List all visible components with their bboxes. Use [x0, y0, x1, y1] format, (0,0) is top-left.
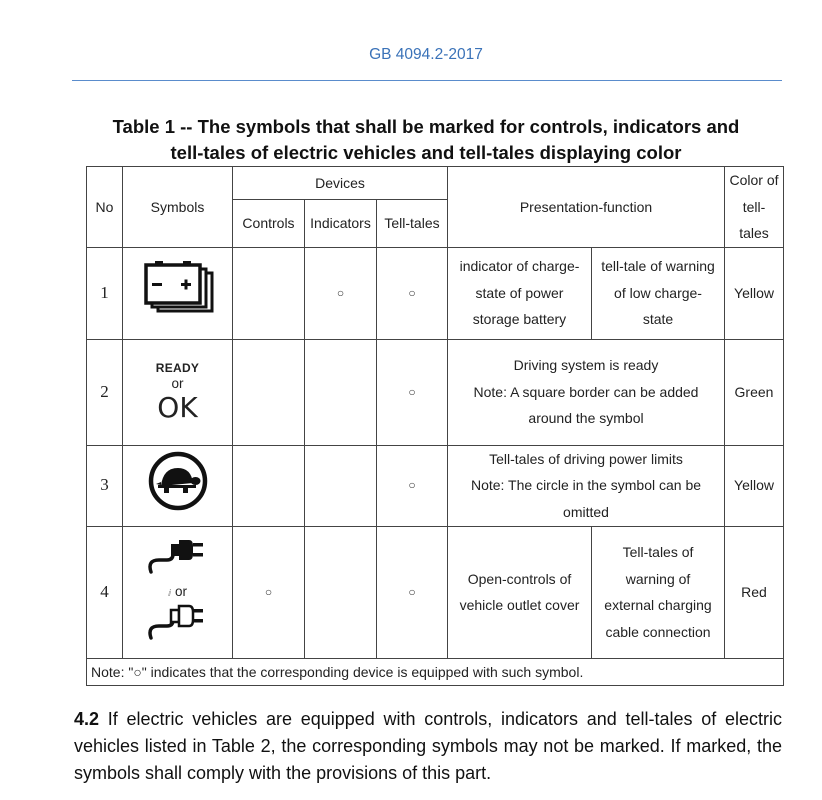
- symbol-cell: [123, 339, 233, 445]
- turtle-in-circle-icon: [147, 450, 209, 521]
- charging-plug-outline-icon: [125, 602, 230, 649]
- table-row: [87, 526, 784, 658]
- symbol-cell: [123, 445, 233, 526]
- indicators-cell: [305, 526, 377, 658]
- row-number: 2: [87, 339, 123, 445]
- presentation-cell: [448, 339, 725, 445]
- row-number: 4: [87, 526, 123, 658]
- telltales-cell: ○: [377, 526, 448, 658]
- header-presentation-function: Presentation-function: [448, 167, 725, 248]
- table-note: Note: "○" indicates that the corresponding device is equipped with such symbol.: [87, 658, 784, 685]
- header-color-line: tales: [739, 225, 769, 241]
- header-no: No: [87, 167, 123, 248]
- presentation-line: Driving system is ready: [513, 357, 659, 374]
- ready-symbol-text: READY: [155, 361, 200, 375]
- header-color-line: tell-: [742, 198, 766, 215]
- header-rule: [72, 80, 782, 81]
- presentation-line: state of power: [475, 284, 564, 301]
- header-telltales: Tell-tales: [377, 199, 448, 247]
- presentation-line: storage battery: [472, 311, 567, 328]
- indicators-cell: ○: [305, 247, 377, 339]
- small-glyph: ⅈ: [168, 587, 172, 598]
- document-header: GB 4094.2-2017: [369, 46, 483, 63]
- indicators-cell: [305, 339, 377, 445]
- table-row: [87, 445, 784, 526]
- controls-cell: [233, 339, 305, 445]
- ok-symbol-text: OK: [157, 391, 198, 424]
- indicators-cell: [305, 445, 377, 526]
- presentation-line: tell-tale of warning: [601, 258, 715, 275]
- color-cell: Yellow: [725, 247, 784, 339]
- presentation-line: external charging: [604, 597, 712, 613]
- symbol-or-line: [125, 583, 230, 602]
- table-row: [87, 339, 784, 445]
- presentation-line: of low charge-: [614, 284, 702, 301]
- presentation-line: state: [642, 311, 674, 328]
- telltales-cell: ○: [377, 445, 448, 526]
- header-indicators: Indicators: [305, 199, 377, 247]
- section-paragraph: [74, 706, 782, 787]
- presentation-line: Note: The circle in the symbol can be: [470, 477, 702, 494]
- presentation-line: indicator of charge-: [459, 258, 580, 275]
- color-cell: Red: [725, 526, 784, 658]
- presentation-line: Tell-tales of: [622, 544, 694, 560]
- header-symbols: Symbols: [123, 167, 233, 248]
- presentation-cell: [592, 526, 725, 658]
- presentation-line: Note: A square border can be added: [473, 383, 699, 400]
- header-devices: Devices: [233, 167, 448, 200]
- section-number: 4.2: [74, 709, 100, 729]
- battery-charge-icon: [138, 261, 218, 326]
- controls-cell: ○: [233, 526, 305, 658]
- header-color-of-telltales: [725, 167, 784, 248]
- telltales-cell: ○: [377, 339, 448, 445]
- symbol-cell: [123, 247, 233, 339]
- symbols-table: [86, 166, 784, 686]
- symbol-or-text: or: [171, 376, 184, 391]
- presentation-cell: [448, 526, 592, 658]
- section-text: If electric vehicles are equipped with controls, indicators and tell-tales of electric vehicles listed in Table 2, the corresponding symbols may not be marked. If marked, the symbols shall comply with the provisions of this part.: [74, 709, 782, 783]
- table-title: [60, 114, 792, 166]
- presentation-cell: [448, 247, 592, 339]
- controls-cell: [233, 445, 305, 526]
- row-number: 3: [87, 445, 123, 526]
- header-color-line: Color of: [729, 172, 779, 188]
- telltales-cell: ○: [377, 247, 448, 339]
- table-row: [87, 247, 784, 339]
- symbol-cell: [123, 526, 233, 658]
- presentation-line: warning of: [625, 570, 691, 587]
- controls-cell: [233, 247, 305, 339]
- charging-plug-filled-icon: [125, 536, 230, 583]
- presentation-line: Open-controls of: [467, 570, 572, 587]
- presentation-line: around the symbol: [528, 410, 644, 427]
- presentation-cell: [592, 247, 725, 339]
- color-cell: Green: [725, 339, 784, 445]
- presentation-line: Tell-tales of driving power limits: [489, 450, 683, 467]
- color-cell: Yellow: [725, 445, 784, 526]
- table-title-line-2: tell-tales of electric vehicles and tell-tales displaying color: [170, 142, 682, 163]
- row-number: 1: [87, 247, 123, 339]
- table-title-line-1: Table 1 -- The symbols that shall be marked for controls, indicators and: [112, 116, 740, 137]
- header-controls: Controls: [233, 199, 305, 247]
- presentation-line: cable connection: [605, 623, 711, 640]
- presentation-cell: [448, 445, 725, 526]
- symbol-or-text: or: [174, 583, 187, 599]
- presentation-line: vehicle outlet cover: [459, 597, 580, 613]
- presentation-line: omitted: [563, 503, 609, 520]
